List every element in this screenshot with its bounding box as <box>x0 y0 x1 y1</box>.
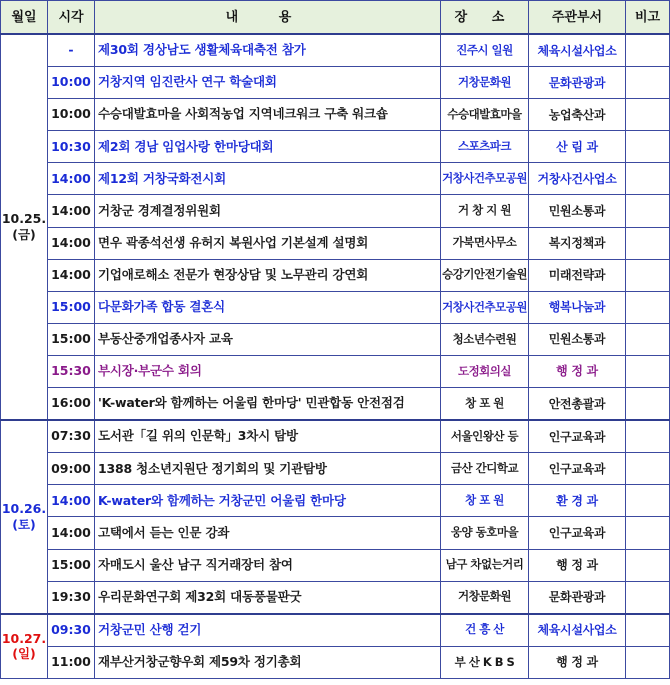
time-cell: 14:00 <box>48 163 95 195</box>
place-cell: 거창문화원 <box>441 581 529 614</box>
content-cell: 거창군민 산행 걷기 <box>95 614 441 647</box>
note-cell <box>626 195 670 227</box>
place-cell: 진주시 일원 <box>441 34 529 67</box>
content-cell: 다문화가족 합동 결혼식 <box>95 291 441 323</box>
date-cell <box>1 420 48 614</box>
schedule-row <box>1 581 670 614</box>
note-cell <box>626 131 670 163</box>
place-cell: 부 산 K B S <box>441 646 529 678</box>
place-cell: 건 흥 산 <box>441 614 529 647</box>
weekday-label: (금) <box>12 227 36 243</box>
note-cell <box>626 99 670 131</box>
schedule-body <box>1 34 670 678</box>
place-cell: 가북면사무소 <box>441 227 529 259</box>
note-cell <box>626 453 670 485</box>
schedule-row <box>1 388 670 421</box>
schedule-row <box>1 420 670 453</box>
note-cell <box>626 163 670 195</box>
weekday-label: (토) <box>12 516 36 532</box>
dept-cell: 환 경 과 <box>529 485 626 517</box>
schedule-row <box>1 227 670 259</box>
content-cell: 자매도시 울산 남구 직거래장터 참여 <box>95 549 441 581</box>
dept-cell: 행 정 과 <box>529 355 626 387</box>
schedule-row <box>1 614 670 647</box>
date-cell <box>1 34 48 420</box>
place-cell: 수승대발효마을 <box>441 99 529 131</box>
place-cell: 스포츠파크 <box>441 131 529 163</box>
schedule-row <box>1 99 670 131</box>
schedule-row <box>1 34 670 67</box>
schedule-row <box>1 291 670 323</box>
content-cell: 'K-water와 함께하는 어울림 한마당' 민관합동 안전점검 <box>95 388 441 421</box>
schedule-row <box>1 163 670 195</box>
dept-cell: 문화관광과 <box>529 581 626 614</box>
schedule-row <box>1 259 670 291</box>
time-cell: 15:00 <box>48 291 95 323</box>
dept-cell: 안전총괄과 <box>529 388 626 421</box>
place-cell: 남구 차없는거리 <box>441 549 529 581</box>
note-cell <box>626 420 670 453</box>
note-cell <box>626 34 670 67</box>
note-cell <box>626 485 670 517</box>
note-cell <box>626 67 670 99</box>
dept-cell: 체육시설사업소 <box>529 34 626 67</box>
time-cell: 16:00 <box>48 388 95 421</box>
place-cell: 도정회의실 <box>441 355 529 387</box>
header-row <box>1 1 670 35</box>
note-cell <box>626 388 670 421</box>
time-cell: 07:30 <box>48 420 95 453</box>
place-cell: 승강기안전기술원 <box>441 259 529 291</box>
content-cell: 거창지역 임진란사 연구 학술대회 <box>95 67 441 99</box>
schedule-row <box>1 549 670 581</box>
place-cell: 거창사건추모공원 <box>441 163 529 195</box>
place-cell: 청소년수련원 <box>441 323 529 355</box>
schedule-row <box>1 67 670 99</box>
content-cell: 재부산거창군향우회 제59차 정기총회 <box>95 646 441 678</box>
schedule-row <box>1 355 670 387</box>
date-cell <box>1 614 48 679</box>
content-cell: 제2회 경남 임업사랑 한마당대회 <box>95 131 441 163</box>
time-cell: 15:00 <box>48 323 95 355</box>
place-cell: 웅양 동호마을 <box>441 517 529 549</box>
header-place: 장 소 <box>441 1 529 35</box>
time-cell: 10:30 <box>48 131 95 163</box>
time-cell: 14:00 <box>48 517 95 549</box>
time-cell: 09:30 <box>48 614 95 647</box>
time-cell: 15:30 <box>48 355 95 387</box>
dept-cell: 미래전략과 <box>529 259 626 291</box>
note-cell <box>626 227 670 259</box>
content-cell: 거창군 경계결정위원회 <box>95 195 441 227</box>
note-cell <box>626 355 670 387</box>
content-cell: 부동산중개업종사자 교육 <box>95 323 441 355</box>
note-cell <box>626 646 670 678</box>
dept-cell: 문화관광과 <box>529 67 626 99</box>
dept-cell: 인구교육과 <box>529 517 626 549</box>
dept-cell: 행 정 과 <box>529 549 626 581</box>
time-cell: 14:00 <box>48 227 95 259</box>
dept-cell: 행복나눔과 <box>529 291 626 323</box>
content-cell: 1388 청소년지원단 정기회의 및 기관탐방 <box>95 453 441 485</box>
schedule-row <box>1 131 670 163</box>
place-cell: 창 포 원 <box>441 485 529 517</box>
note-cell <box>626 614 670 647</box>
header-content: 내 용 <box>95 1 441 35</box>
place-cell: 거창문화원 <box>441 67 529 99</box>
content-cell: 고택에서 듣는 인문 강좌 <box>95 517 441 549</box>
place-cell: 금산 간디학교 <box>441 453 529 485</box>
dept-cell: 체육시설사업소 <box>529 614 626 647</box>
time-cell: 14:00 <box>48 195 95 227</box>
time-cell: 11:00 <box>48 646 95 678</box>
header-dept: 주관부서 <box>529 1 626 35</box>
place-cell: 창 포 원 <box>441 388 529 421</box>
content-cell: 제12회 거창국화전시회 <box>95 163 441 195</box>
content-cell: 부시장·부군수 회의 <box>95 355 441 387</box>
time-cell: 10:00 <box>48 67 95 99</box>
schedule-row <box>1 517 670 549</box>
schedule-row <box>1 485 670 517</box>
dept-cell: 민원소통과 <box>529 323 626 355</box>
time-cell: 09:00 <box>48 453 95 485</box>
schedule-row <box>1 323 670 355</box>
place-cell: 서울인왕산 등 <box>441 420 529 453</box>
content-cell: 면우 곽종석선생 유허지 복원사업 기본설계 설명회 <box>95 227 441 259</box>
time-cell: 10:00 <box>48 99 95 131</box>
date-label: 10.26. <box>1 501 47 517</box>
content-cell: K-water와 함께하는 거창군민 어울림 한마당 <box>95 485 441 517</box>
schedule-row <box>1 646 670 678</box>
schedule-row <box>1 453 670 485</box>
place-cell: 거 창 지 원 <box>441 195 529 227</box>
dept-cell: 농업축산과 <box>529 99 626 131</box>
note-cell <box>626 259 670 291</box>
time-cell: 19:30 <box>48 581 95 614</box>
place-cell: 거창사건추모공원 <box>441 291 529 323</box>
dept-cell: 거창사건사업소 <box>529 163 626 195</box>
time-cell: 14:00 <box>48 259 95 291</box>
date-label: 10.25. <box>1 211 47 227</box>
content-cell: 도서관「길 위의 인문학」3차시 탐방 <box>95 420 441 453</box>
weekday-label: (일) <box>12 646 36 662</box>
dept-cell: 산 림 과 <box>529 131 626 163</box>
content-cell: 기업애로해소 전문가 현장상담 및 노무관리 강연회 <box>95 259 441 291</box>
header-note: 비고 <box>626 1 670 35</box>
content-cell: 수승대발효마을 사회적농업 지역네크워크 구축 워크숍 <box>95 99 441 131</box>
header-date: 월일 <box>1 1 48 35</box>
time-cell: 15:00 <box>48 549 95 581</box>
dept-cell: 행 정 과 <box>529 646 626 678</box>
content-cell: 우리문화연구회 제32회 대동풍물판굿 <box>95 581 441 614</box>
dept-cell: 민원소통과 <box>529 195 626 227</box>
time-cell: - <box>48 34 95 67</box>
dept-cell: 인구교육과 <box>529 453 626 485</box>
note-cell <box>626 549 670 581</box>
content-cell: 제30회 경상남도 생활체육대축전 참가 <box>95 34 441 67</box>
dept-cell: 인구교육과 <box>529 420 626 453</box>
note-cell <box>626 517 670 549</box>
time-cell: 14:00 <box>48 485 95 517</box>
note-cell <box>626 581 670 614</box>
note-cell <box>626 291 670 323</box>
header-time: 시각 <box>48 1 95 35</box>
date-label: 10.27. <box>1 630 47 646</box>
note-cell <box>626 323 670 355</box>
schedule-row <box>1 195 670 227</box>
dept-cell: 복지정책과 <box>529 227 626 259</box>
